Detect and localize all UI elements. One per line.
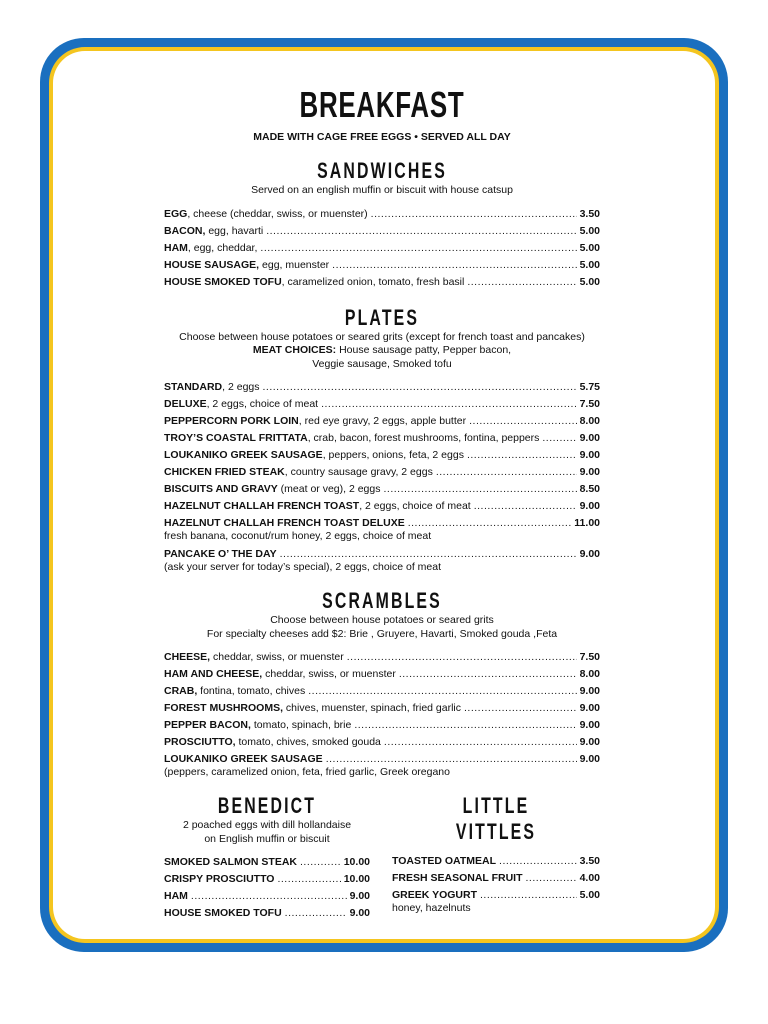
- item-price: 7.50: [579, 651, 600, 663]
- leader-dots: [332, 257, 576, 274]
- item-list: [164, 649, 600, 779]
- item-description: , country sausage gravy, 2 eggs: [284, 466, 433, 478]
- item-description: cheddar, swiss, or muenster: [262, 668, 396, 680]
- item-price: 9.00: [579, 753, 600, 765]
- leader-dots: [371, 206, 577, 223]
- item-price: 8.50: [579, 483, 600, 495]
- item-description: (meat or veg), 2 eggs: [277, 483, 381, 495]
- item-list: [164, 854, 370, 922]
- item-description: , 2 eggs, choice of meat: [359, 500, 471, 512]
- item-name: FOREST MUSHROOMS,: [164, 702, 284, 714]
- meat-choices: [164, 344, 600, 358]
- item-price: 5.00: [579, 258, 600, 271]
- menu-item: [164, 257, 600, 274]
- leader-dots: [285, 905, 347, 922]
- menu-item: [164, 854, 370, 871]
- section-description: Choose between house potatoes or seared grits: [270, 614, 494, 626]
- item-name: HOUSE SMOKED TOFU: [164, 907, 282, 919]
- item-price: 8.00: [579, 415, 600, 427]
- menu-item: [164, 396, 600, 413]
- item-description: , red eye gravy, 2 eggs, apple butter: [298, 415, 467, 427]
- leader-dots: [263, 379, 577, 396]
- section-plates: [164, 305, 600, 575]
- item-name: HAM: [164, 241, 188, 254]
- item-list: [392, 853, 600, 915]
- menu-item: [164, 481, 600, 498]
- item-description: , egg, cheddar,: [187, 241, 258, 254]
- item-name: HAM: [164, 890, 188, 902]
- section-heading: SCRAMBLES: [322, 588, 442, 613]
- menu-item: [164, 649, 600, 666]
- item-note: fresh banana, coconut/rum honey, 2 eggs, choice of meat: [164, 530, 432, 542]
- section-description: Served on an english muffin or biscuit with house catsup: [251, 184, 513, 196]
- item-name: DELUXE: [164, 398, 207, 410]
- item-description: egg, havarti: [205, 224, 264, 237]
- item-price: 5.00: [579, 241, 600, 254]
- menu-item: [164, 274, 600, 291]
- item-name: STANDARD: [164, 381, 223, 393]
- section-heading: LITTLE VITTLES: [455, 793, 537, 844]
- item-price: 10.00: [343, 856, 370, 868]
- item-price: 9.00: [579, 548, 600, 560]
- menu-item: [164, 206, 600, 223]
- item-description: tomato, spinach, brie: [250, 719, 352, 731]
- item-name: PEPPERCORN PORK LOIN: [164, 415, 299, 427]
- menu-item: [164, 379, 600, 396]
- item-price: 5.00: [579, 889, 600, 901]
- item-price: 9.00: [579, 702, 600, 714]
- section-little-vittles: [392, 793, 600, 922]
- item-name: FRESH SEASONAL FRUIT: [392, 872, 523, 884]
- menu-content: [164, 84, 600, 922]
- item-description: , crab, bacon, forest mushrooms, fontina, peppers: [307, 432, 540, 444]
- item-price: 9.00: [579, 685, 600, 697]
- section-heading: SANDWICHES: [317, 158, 447, 183]
- item-name: HOUSE SMOKED TOFU: [164, 275, 282, 288]
- meat-choices-continued: Veggie sausage, Smoked tofu: [312, 357, 452, 370]
- item-price: 3.50: [579, 207, 600, 220]
- item-name: HAZELNUT CHALLAH FRENCH TOAST DELUXE: [164, 517, 405, 529]
- section-description: 2 poached eggs with dill hollandaise: [182, 819, 352, 831]
- item-name: PANCAKE O’ THE DAY: [164, 548, 277, 560]
- menu-item: [164, 683, 600, 700]
- item-note: honey, hazelnuts: [392, 902, 471, 914]
- item-price: 5.00: [579, 224, 600, 237]
- item-price: 7.50: [579, 398, 600, 410]
- menu-item: [164, 717, 600, 734]
- leader-dots: [464, 700, 577, 717]
- item-description: , 2 eggs: [222, 381, 260, 393]
- item-name: SMOKED SALMON STEAK: [164, 856, 298, 868]
- leader-dots: [354, 717, 576, 734]
- leader-dots: [308, 683, 576, 700]
- leader-dots: [260, 240, 576, 257]
- leader-dots: [384, 734, 577, 751]
- item-name: TROY’S COASTAL FRITTATA: [164, 432, 308, 444]
- item-name: CHEESE,: [164, 651, 211, 663]
- item-price: 8.00: [579, 668, 600, 680]
- item-price: 3.50: [579, 855, 600, 867]
- menu-item: [164, 223, 600, 240]
- leader-dots: [436, 464, 577, 481]
- menu-item: [164, 430, 600, 447]
- item-name: HAZELNUT CHALLAH FRENCH TOAST: [164, 500, 360, 512]
- item-name: BISCUITS AND GRAVY: [164, 483, 278, 495]
- item-price: 10.00: [343, 873, 370, 885]
- leader-dots: [277, 871, 340, 888]
- item-name: LOUKANIKO GREEK SAUSAGE: [164, 753, 323, 765]
- item-name: CRAB,: [164, 685, 198, 697]
- leader-dots: [525, 870, 576, 887]
- specialty-cheeses: For specialty cheeses add $2: Brie , Gruyere, Havarti, Smoked gouda ,Feta: [206, 627, 558, 640]
- leader-dots: [399, 666, 577, 683]
- item-description: , 2 eggs, choice of meat: [206, 398, 319, 410]
- menu-item: [164, 888, 370, 905]
- leader-dots: [300, 854, 341, 871]
- bottom-columns: [164, 793, 600, 922]
- menu-item: [164, 447, 600, 464]
- item-note: (ask your server for today’s special), 2 eggs, choice of meat: [164, 561, 442, 573]
- meat-choices-text: House sausage patty, Pepper bacon,: [336, 344, 512, 356]
- leader-dots: [383, 481, 576, 498]
- item-note: (peppers, caramelized onion, feta, fried garlic, Greek oregano: [164, 766, 450, 778]
- item-description: egg, muenster: [259, 258, 330, 271]
- leader-dots: [499, 853, 577, 870]
- item-description: , peppers, onions, feta, 2 eggs: [322, 449, 464, 461]
- section-description: Choose between house potatoes or seared grits (except for french toast and pancakes): [179, 330, 585, 343]
- item-price: 9.00: [349, 907, 370, 919]
- page-subtitle: MADE WITH CAGE FREE EGGS • SERVED ALL DAY: [253, 131, 511, 143]
- item-name: BACON,: [164, 224, 206, 237]
- section-scrambles: [164, 588, 600, 779]
- item-price: 5.75: [579, 381, 600, 393]
- menu-item: [392, 853, 600, 870]
- item-description: tomato, chives, smoked gouda: [235, 736, 381, 748]
- item-price: 9.00: [579, 449, 600, 461]
- leader-dots: [480, 887, 577, 904]
- leader-dots: [542, 430, 576, 447]
- menu-item: [164, 240, 600, 257]
- item-price: 9.00: [579, 432, 600, 444]
- section-benedict: [164, 793, 370, 922]
- leader-dots: [321, 396, 576, 413]
- item-price: 9.00: [579, 466, 600, 478]
- item-price: 9.00: [579, 719, 600, 731]
- leader-dots: [474, 498, 577, 515]
- menu-item: [164, 700, 600, 717]
- item-name: LOUKANIKO GREEK SAUSAGE: [164, 449, 323, 461]
- item-list: [164, 206, 600, 291]
- item-name: EGG: [164, 207, 188, 220]
- menu-item: [164, 666, 600, 683]
- item-price: 9.00: [349, 890, 370, 902]
- item-name: HOUSE SAUSAGE,: [164, 258, 260, 271]
- section-description-continued: on English muffin or biscuit: [204, 832, 330, 845]
- leader-dots: [408, 515, 572, 532]
- item-description: fontina, tomato, chives: [197, 685, 306, 697]
- section-heading: BENEDICT: [217, 793, 317, 818]
- item-price: 9.00: [579, 736, 600, 748]
- leader-dots: [467, 274, 576, 291]
- leader-dots: [266, 223, 576, 240]
- menu-item: [164, 734, 600, 751]
- item-name: CHICKEN FRIED STEAK: [164, 466, 285, 478]
- item-name: PEPPER BACON,: [164, 719, 251, 731]
- item-list: [164, 379, 600, 574]
- item-description: cheddar, swiss, or muenster: [210, 651, 344, 663]
- item-price: 5.00: [579, 275, 600, 288]
- item-price: 4.00: [579, 872, 600, 884]
- item-description: , cheese (cheddar, swiss, or muenster): [187, 207, 368, 220]
- leader-dots: [467, 447, 577, 464]
- item-description: chives, muenster, spinach, fried garlic: [283, 702, 462, 714]
- item-price: 11.00: [574, 517, 600, 529]
- menu-item: [164, 464, 600, 481]
- meat-choices-label: MEAT CHOICES:: [252, 344, 337, 356]
- leader-dots: [347, 649, 577, 666]
- item-name: PROSCIUTTO,: [164, 736, 236, 748]
- menu-item: [164, 871, 370, 888]
- item-description: , caramelized onion, tomato, fresh basil: [281, 275, 465, 288]
- section-sandwiches: [164, 158, 600, 291]
- item-name: HAM AND CHEESE,: [164, 668, 263, 680]
- item-name: CRISPY PROSCIUTTO: [164, 873, 275, 885]
- item-name: GREEK YOGURT: [392, 889, 477, 901]
- menu-item: [164, 498, 600, 515]
- item-name: TOASTED OATMEAL: [392, 855, 497, 867]
- leader-dots: [191, 888, 347, 905]
- item-price: 9.00: [579, 500, 600, 512]
- menu-item: [164, 413, 600, 430]
- menu-item: [164, 905, 370, 922]
- leader-dots: [469, 413, 576, 430]
- menu-item: [392, 870, 600, 887]
- section-heading: PLATES: [344, 304, 420, 330]
- page-title: BREAKFAST: [299, 84, 465, 125]
